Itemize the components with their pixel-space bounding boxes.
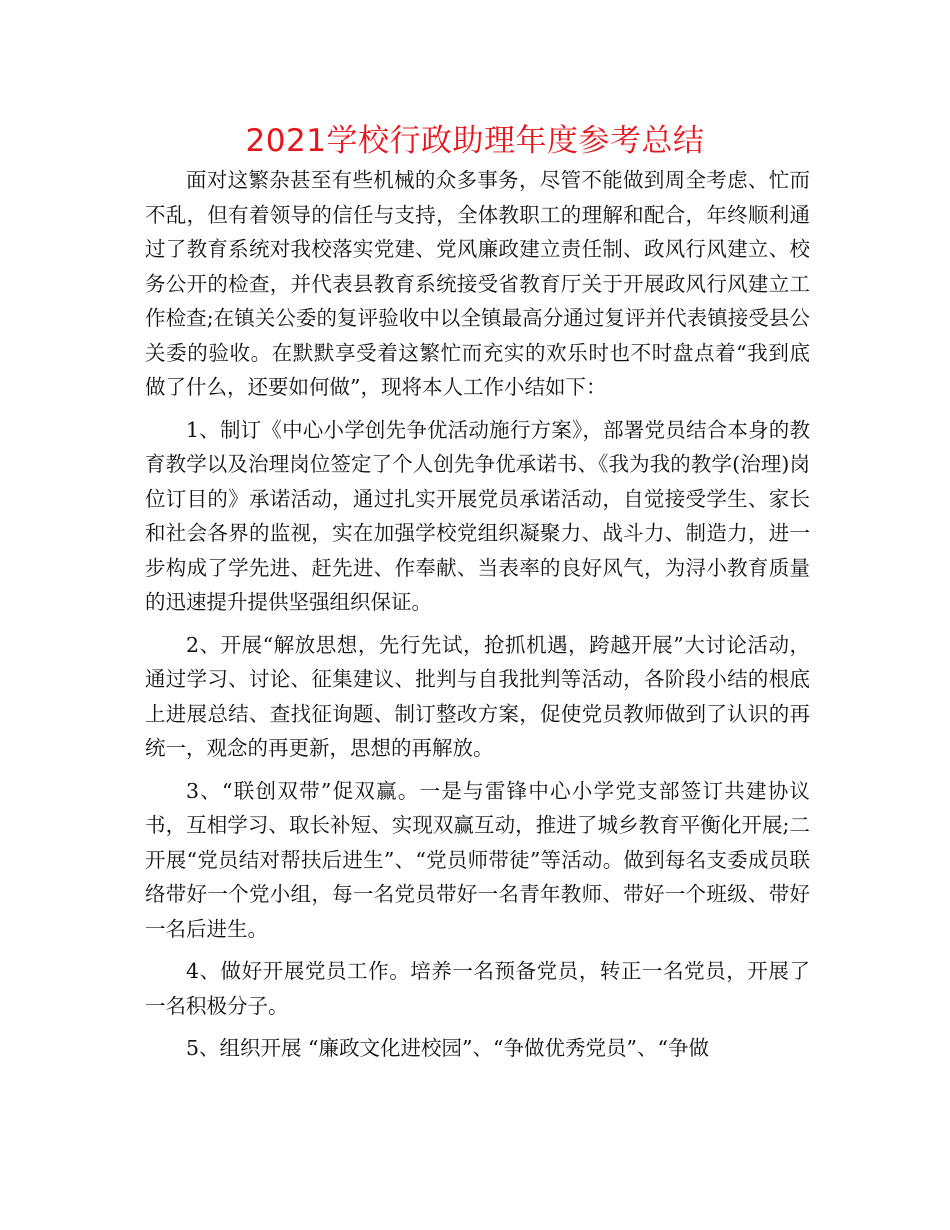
document-body: [145, 163, 810, 1066]
paragraph-item-4: 4、做好开展党员工作。培养一名预备党员，转正一名党员，开展了一名积极分子。: [145, 959, 810, 1018]
paragraph-item-3: 3、“联创双带”促双赢。一是与雷锋中心小学党支部签订共建协议书，互相学习、取长补短、实现双赢互动，推进了城乡教育平衡化开展;二开展“党员结对帮扶后进生”、“党员师带徒”等活动。做到每名支委成员联络带好一个党小组，每一名党员带好一名青年教师、带好一个班级、带好一名后进生。: [145, 778, 810, 941]
paragraph-item-5: 5、组织开展 “廉政文化进校园”、“争做优秀党员”、“争做: [186, 1036, 709, 1060]
paragraph-item-2: 2、开展“解放思想，先行先试，抢抓机遇，跨越开展”大讨论活动，通过学习、讨论、征集建议、批判与自我批判等活动，各阶段小结的根底上进展总结、查找征询题、制订整改方案，促使党员教师做到了认识的再统一，观念的再更新，思想的再解放。: [145, 632, 810, 760]
document-title: 2021学校行政助理年度参考总结: [245, 123, 705, 159]
paragraph-item-1: 1、制订《中心小学创先争优活动施行方案》，部署党员结合本身的教育教学以及治理岗位签定了个人创先争优承诺书、《我为我的教学(治理)岗位订目的》承诺活动，通过扎实开展党员承诺活动，自觉接受学生、家长和社会各界的监视，实在加强学校党组织凝聚力、战斗力、制造力，进一步构成了学先进、赶先进、作奉献、当表率的良好风气，为浔小教育质量的迅速提升提供坚强组织保证。: [145, 417, 810, 614]
paragraph-intro: 面对这繁杂甚至有些机械的众多事务，尽管不能做到周全考虑、忙而不乱，但有着领导的信任与支持，全体教职工的理解和配合，年终顺利通过了教育系统对我校落实党建、党风廉政建立责任制、政风行风建立、校务公开的检查，并代表县教育系统接受省教育厅关于开展政风行风建立工作检查;在镇关公委的复评验收中以全镇最高分通过复评并代表镇接受县公关委的验收。在默默享受着这繁忙而充实的欢乐时也不时盘点着“我到底做了什么，还要如何做”，现将本人工作小结如下：: [145, 168, 810, 399]
